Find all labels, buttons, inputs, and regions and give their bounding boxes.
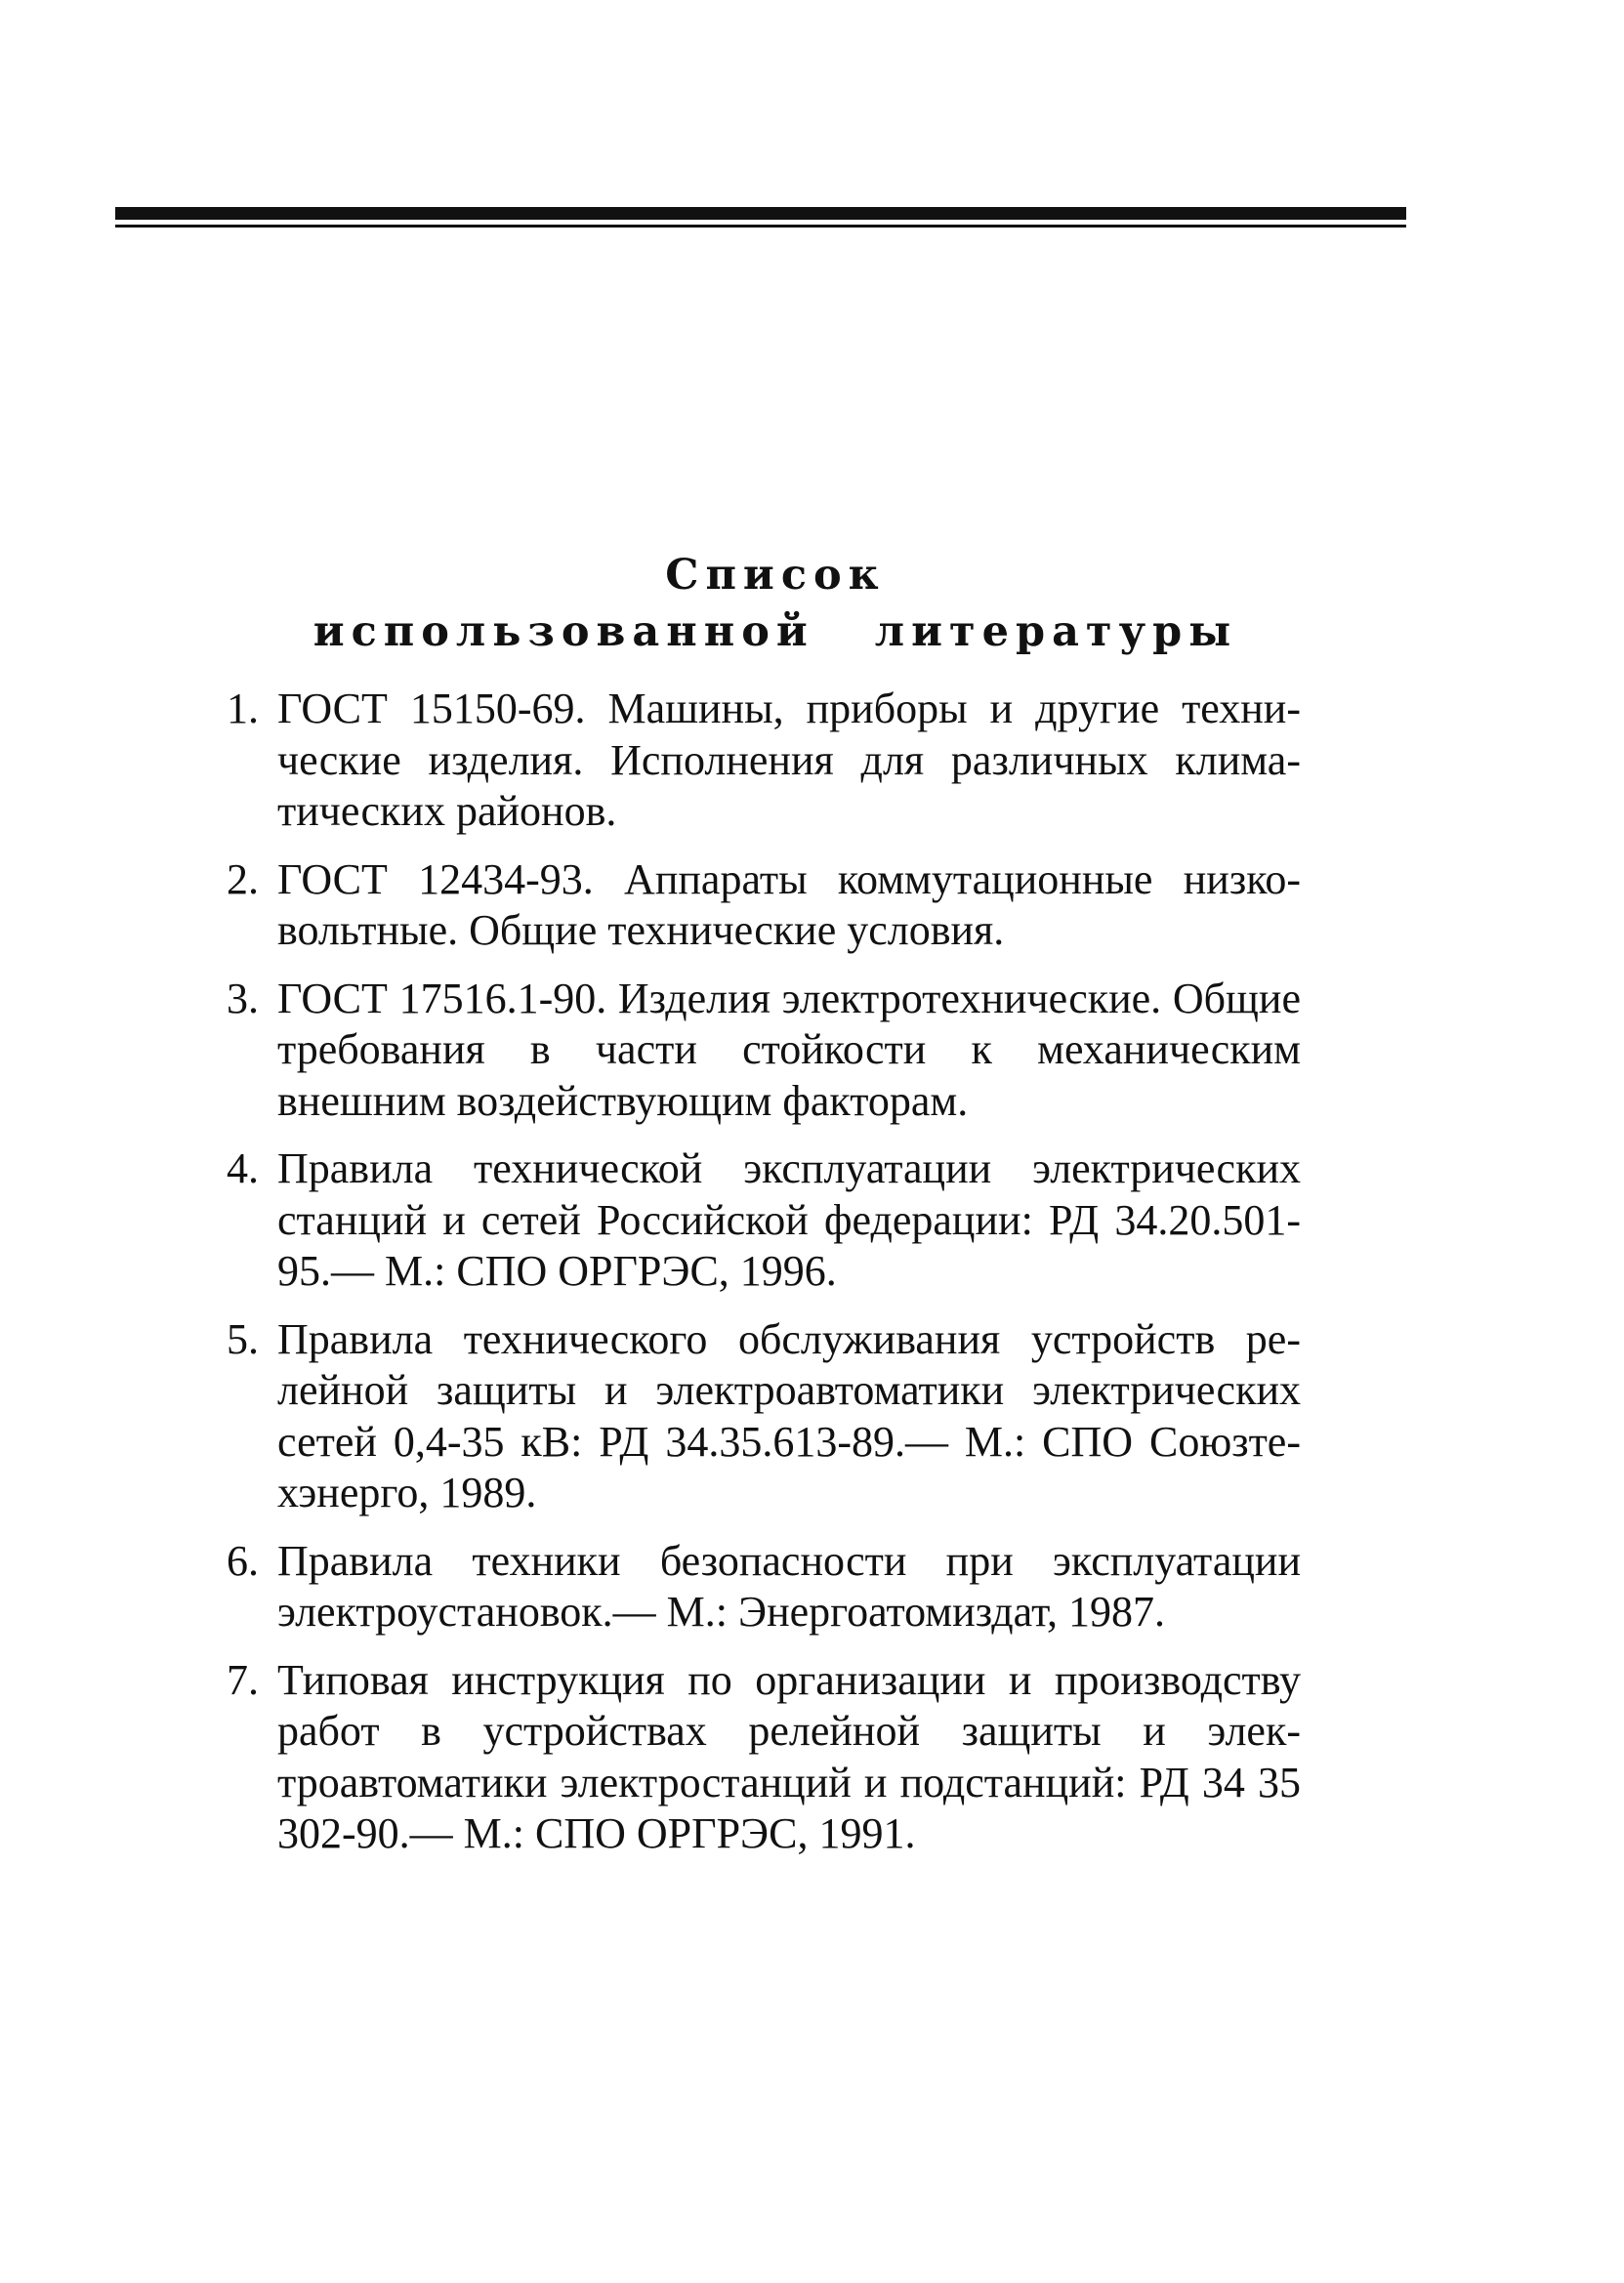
- reference-number: 7.: [227, 1655, 259, 1704]
- reference-item-7: [227, 1655, 1301, 1860]
- reference-number: 2.: [227, 854, 259, 903]
- page-title: [115, 547, 1406, 660]
- header-rule-thick: [115, 207, 1406, 220]
- reference-item-1: [227, 684, 1301, 838]
- reference-text: Правила технического обслуживания устройств релейной защиты и электроавтоматики электрических сетей 0,4-35 кВ: РД 34.35.613-89.— М.: СПО Союзтехэнерго, 1989.: [277, 1314, 1301, 1516]
- reference-number: 4.: [227, 1144, 259, 1192]
- reference-item-6: [227, 1536, 1301, 1639]
- reference-text: Правила технической эксплуатации электрических станций и сетей Российской федерации: РД 34.20.501-95.— М.: СПО ОРГРЭС, 1996.: [277, 1144, 1301, 1295]
- reference-item-4: [227, 1143, 1301, 1298]
- title-line-2: использованной литературы: [312, 607, 1238, 656]
- reference-number: 6.: [227, 1536, 259, 1585]
- reference-number: 3.: [227, 974, 259, 1022]
- reference-text: Типовая инструкция по организации и производству работ в устройствах релейной защиты и электроавтоматики электростанций и подстанций: РД 34 35 302-90.— М.: СПО ОРГРЭС, 1991.: [277, 1655, 1301, 1857]
- reference-number: 5.: [227, 1314, 259, 1363]
- reference-item-2: [227, 854, 1301, 957]
- reference-text: ГОСТ 15150-69. Машины, приборы и другие технические изделия. Исполнения для различных климатических районов.: [277, 685, 1301, 835]
- reference-text: ГОСТ 12434-93. Аппараты коммутационные низковольтные. Общие технические условия.: [277, 854, 1301, 954]
- reference-item-5: [227, 1314, 1301, 1519]
- reference-list: [227, 684, 1301, 1877]
- header-rule-thin: [115, 225, 1406, 228]
- reference-text: ГОСТ 17516.1-90. Изделия электротехнические. Общие требования в части стойкости к механическим внешним воздействующим факторам.: [277, 974, 1301, 1125]
- reference-number: 1.: [227, 685, 259, 732]
- reference-item-3: [227, 974, 1301, 1128]
- title-line-1: Список: [665, 551, 886, 600]
- reference-text: Правила техники безопасности при эксплуатации электроустановок.— М.: Энергоатомиздат, 1987.: [277, 1536, 1301, 1636]
